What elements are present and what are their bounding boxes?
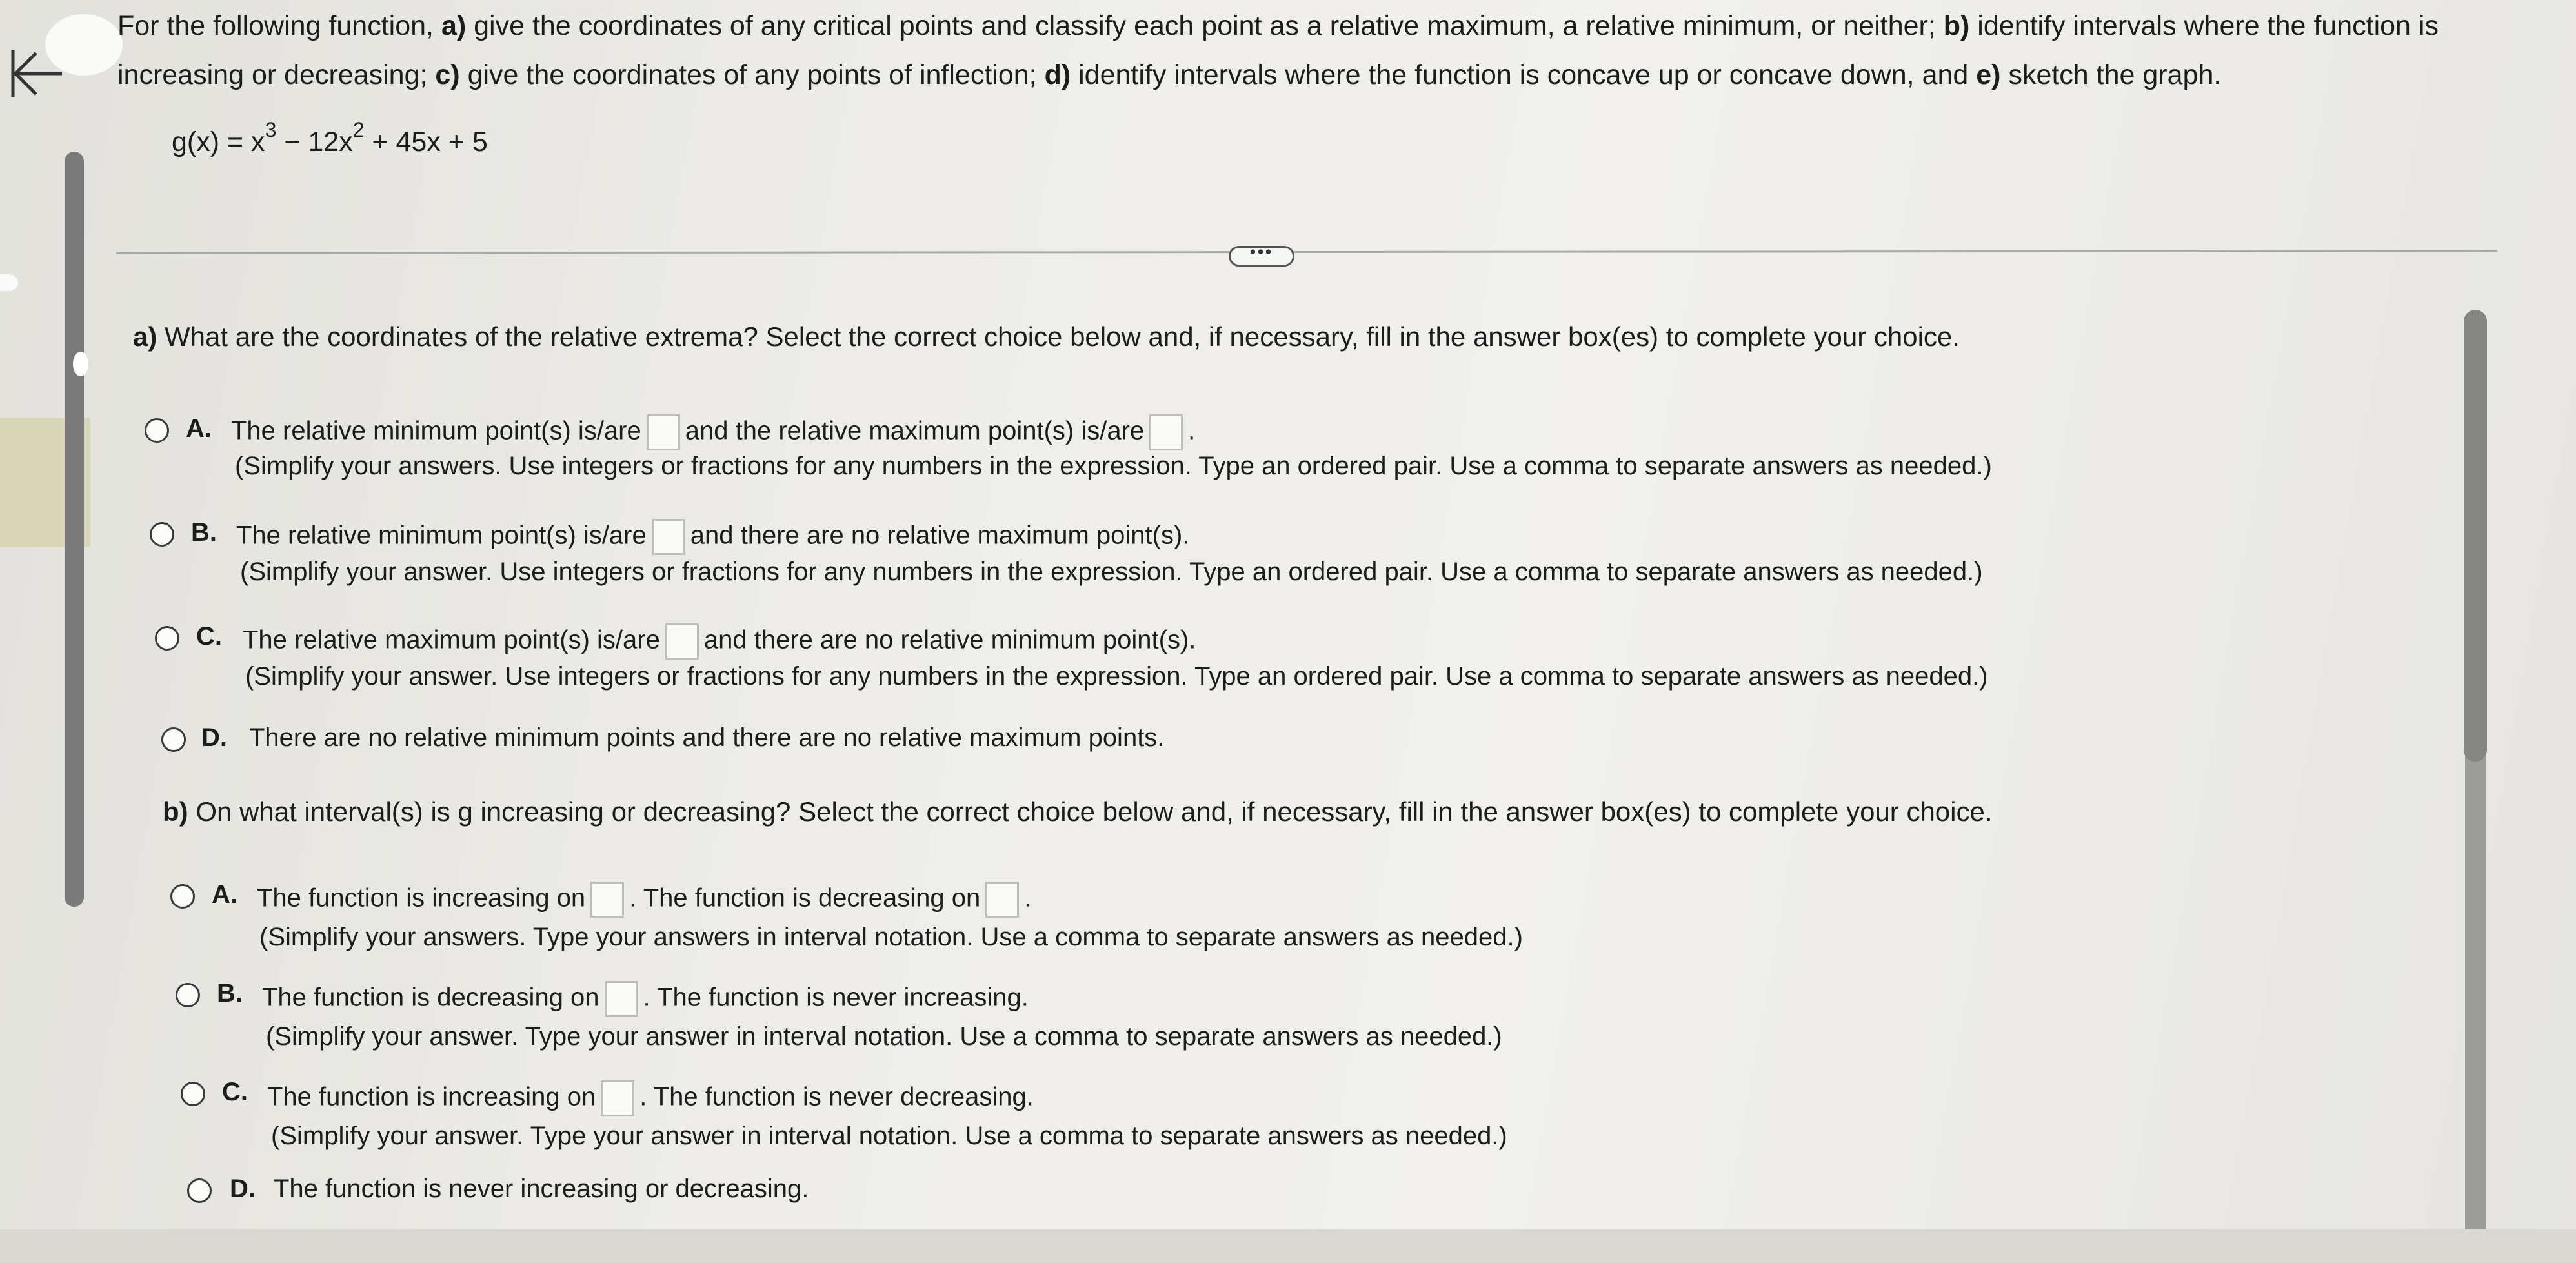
choice-b-text [262,981,1029,1017]
choice-text: . [1188,416,1196,445]
function-definition [172,118,488,158]
choice-a-text [231,414,1195,450]
prompt-segment: e) [1976,59,2001,90]
left-panel-scrollbar[interactable] [65,152,84,907]
back-to-start-icon[interactable] [9,48,65,99]
choice-letter: C. [222,1078,248,1106]
radio-b-choice-d[interactable] [187,1178,212,1203]
radio-b-choice-b[interactable] [176,983,200,1007]
choice-b-text [236,519,1189,555]
radio-a-choice-c[interactable] [155,626,179,651]
question-text: On what interval(s) is g increasing or decreasing? Select the correct choice below and, if necessary, fill in the answer box(es) to complete your choice. [188,796,1993,827]
answer-box-increasing[interactable] [601,1080,634,1116]
bottom-edge [0,1229,2576,1263]
prompt-segment: give the coordinates of any critical points and classify each point as a relative maximum, a relative minimum, or neither; [466,10,1944,41]
choice-text: The relative minimum point(s) is/are [231,416,641,445]
answer-box-decreasing[interactable] [605,981,638,1017]
prompt-segment: d) [1044,59,1071,90]
choice-d-text: There are no relative minimum points and there are no relative maximum points. [249,723,1165,752]
prompt-segment: identify intervals where the function is increasing or decreasing; [117,10,2439,90]
choice-text: . The function is never increasing. [643,983,1029,1012]
exponent: 2 [352,118,365,141]
answer-box-decreasing[interactable] [985,882,1019,918]
radio-a-choice-a[interactable] [145,418,169,443]
choice-hint: (Simplify your answer. Use integers or fractions for any numbers in the expression. Type an ordered pair. Use a comma to separate answers as needed.) [245,662,1988,691]
choice-a-text [257,882,1031,918]
radio-a-choice-d[interactable] [161,727,186,752]
choice-letter: A. [186,414,212,443]
choice-hint: (Simplify your answer. Use integers or fractions for any numbers in the expression. Type an ordered pair. Use a comma to separate answers as needed.) [240,558,1983,586]
prompt-segment: identify intervals where the function is concave up or concave down, and [1071,59,1977,90]
answer-box-min[interactable] [652,519,685,555]
prompt-segment: sketch the graph. [2000,59,2222,90]
prompt-segment: c) [435,59,460,90]
edge-glare [0,274,18,291]
section-divider [116,250,2497,254]
choice-text: . [1024,884,1032,913]
radio-b-choice-c[interactable] [181,1082,205,1106]
part-b-question [163,796,1993,828]
question-text: What are the coordinates of the relative extrema? Select the correct choice below and, if necessary, fill in the answer box(es) to complete your choice. [157,321,1960,352]
function-term: − 12x [276,126,353,157]
choice-text: and there are no relative minimum point(s). [703,625,1196,654]
question-prompt [117,1,2492,99]
prompt-segment: give the coordinates of any points of inflection; [459,59,1045,90]
choice-letter: A. [212,880,237,909]
choice-hint: (Simplify your answers. Type your answers in interval notation. Use a comma to separate answers as needed.) [259,923,1523,951]
choice-hint: (Simplify your answer. Type your answer in interval notation. Use a comma to separate answers as needed.) [266,1022,1502,1051]
choice-text: and there are no relative maximum point(s). [690,521,1190,550]
choice-text: . The function is decreasing on [629,884,981,913]
exponent: 3 [265,118,277,141]
choice-hint: (Simplify your answer. Type your answer in interval notation. Use a comma to separate answers as needed.) [271,1122,1507,1150]
choice-text: The function is increasing on [257,884,586,913]
answer-box-max[interactable] [1149,414,1183,450]
function-term: + 45x + 5 [364,126,488,157]
choice-text: . The function is never decreasing. [639,1082,1034,1111]
choice-text: The function is increasing on [267,1082,596,1111]
function-lhs: g(x) = x [172,126,265,157]
choice-c-text [267,1080,1034,1116]
choice-d-text: The function is never increasing or decreasing. [274,1175,809,1203]
more-button[interactable]: ••• [1229,246,1294,267]
prompt-segment: For the following function, [117,10,441,41]
prompt-segment: a) [441,10,467,41]
choice-letter: C. [196,622,222,651]
answer-box-min[interactable] [647,414,680,450]
choice-text: and the relative maximum point(s) is/are [685,416,1145,445]
choice-hint: (Simplify your answers. Use integers or fractions for any numbers in the expression. Type an ordered pair. Use a comma to separate answers as needed.) [235,452,1992,480]
answer-box-max[interactable] [665,623,699,660]
choice-letter: D. [201,723,227,752]
part-a-question [133,321,1960,353]
answer-box-increasing[interactable] [590,882,624,918]
choice-letter: B. [191,518,217,547]
right-scrollbar-thumb[interactable] [2464,310,2487,762]
choice-text: The relative maximum point(s) is/are [243,625,660,654]
radio-b-choice-a[interactable] [170,884,195,909]
prompt-segment: b) [1943,10,1970,41]
choice-letter: B. [217,979,243,1007]
choice-letter: D. [230,1175,256,1203]
part-label: b) [163,796,188,827]
left-scrollbar-glare [73,352,88,376]
radio-a-choice-b[interactable] [150,522,174,547]
choice-text: The relative minimum point(s) is/are [236,521,647,550]
part-label: a) [133,321,157,352]
choice-c-text [243,623,1196,660]
choice-text: The function is decreasing on [262,983,599,1012]
